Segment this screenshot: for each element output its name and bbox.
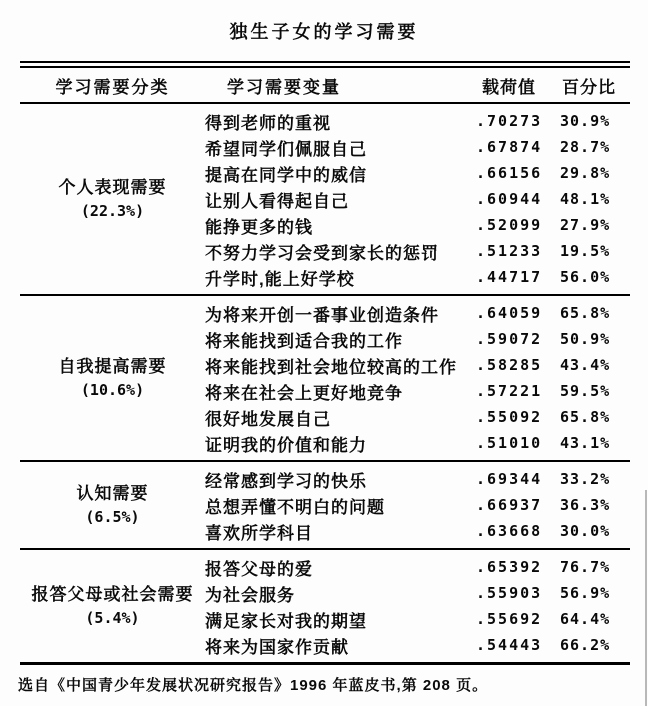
category-cell	[20, 466, 205, 544]
table-row	[205, 606, 630, 632]
variable-cell: 喜欢所学科目	[205, 523, 313, 543]
table-row	[205, 264, 630, 290]
variable-cell: 经常感到学习的快乐	[205, 471, 367, 491]
variable-cell: 总想弄懂不明白的问题	[205, 497, 385, 517]
category-percent: (10.6%)	[80, 380, 145, 399]
table-title: 独生子女的学习需要	[229, 22, 419, 42]
loading-cell: .51233	[476, 242, 543, 260]
category-cell	[20, 554, 205, 658]
table-row	[205, 300, 630, 326]
category-cell	[20, 108, 205, 290]
percent-cell: 65.8%	[560, 408, 611, 426]
header-category: 学习需要分类	[55, 77, 170, 97]
variable-cell: 很好地发展自己	[205, 409, 331, 429]
percent-cell: 65.8%	[560, 304, 611, 322]
percent-cell: 50.9%	[560, 330, 611, 348]
variable-cell: 不努力学习会受到家长的惩罚	[205, 243, 439, 263]
percent-cell: 29.8%	[560, 164, 611, 182]
variable-cell: 让别人看得起自己	[205, 191, 349, 211]
category-label: 自我提高需要	[58, 356, 167, 376]
percent-cell: 33.2%	[560, 470, 611, 488]
loading-cell: .52099	[476, 216, 543, 234]
percent-cell: 19.5%	[560, 242, 611, 260]
loading-cell: .60944	[476, 190, 543, 208]
category-percent: (5.4%)	[85, 608, 140, 627]
variable-cell: 升学时,能上好学校	[205, 269, 355, 289]
loading-cell: .65392	[476, 558, 543, 576]
table-row	[205, 492, 630, 518]
variable-cell: 提高在同学中的威信	[205, 165, 367, 185]
table-row	[205, 238, 630, 264]
loading-cell: .59072	[476, 330, 543, 348]
percent-cell: 56.9%	[560, 584, 611, 602]
section-personal-performance	[20, 104, 630, 296]
percent-cell: 27.9%	[560, 216, 611, 234]
loading-cell: .55692	[476, 610, 543, 628]
percent-cell: 43.1%	[560, 434, 611, 452]
percent-cell: 56.0%	[560, 268, 611, 286]
scan-edge-artifact	[645, 490, 647, 706]
section-self-improvement	[20, 296, 630, 462]
loading-cell: .51010	[476, 434, 543, 452]
loading-cell: .44717	[476, 268, 543, 286]
source-note: 选自《中国青少年发展状况研究报告》1996 年蓝皮书,第 208 页。	[18, 677, 489, 694]
header-percentage: 百分比	[562, 77, 616, 97]
table-row	[205, 378, 630, 404]
table-row	[205, 134, 630, 160]
table-row	[205, 554, 630, 580]
variable-cell: 得到老师的重视	[205, 113, 331, 133]
variable-cell: 希望同学们佩服自己	[205, 139, 367, 159]
loading-cell: .67874	[476, 138, 543, 156]
loading-cell: .57221	[476, 382, 543, 400]
variable-cell: 能挣更多的钱	[205, 217, 313, 237]
variable-cell: 将来能找到适合我的工作	[205, 331, 403, 351]
table-row	[205, 466, 630, 492]
variable-cell: 报答父母的爱	[205, 559, 313, 579]
percent-cell: 59.5%	[560, 382, 611, 400]
learning-needs-table	[20, 61, 630, 665]
category-percent: (22.3%)	[80, 201, 145, 220]
loading-cell: .69344	[476, 470, 543, 488]
category-label: 认知需要	[76, 483, 149, 503]
variable-cell: 将来能找到社会地位较高的工作	[205, 357, 457, 377]
loading-cell: .55903	[476, 584, 543, 602]
loading-cell: .63668	[476, 522, 543, 540]
table-row	[205, 108, 630, 134]
percent-cell: 43.4%	[560, 356, 611, 374]
table-row	[205, 430, 630, 456]
table-row	[205, 518, 630, 544]
percent-cell: 30.0%	[560, 522, 611, 540]
category-percent: (6.5%)	[85, 507, 140, 526]
percent-cell: 28.7%	[560, 138, 611, 156]
loading-cell: .66937	[476, 496, 543, 514]
percent-cell: 76.7%	[560, 558, 611, 576]
loading-cell: .58285	[476, 356, 543, 374]
percent-cell: 66.2%	[560, 636, 611, 654]
table-row	[205, 326, 630, 352]
percent-cell: 64.4%	[560, 610, 611, 628]
table-row	[205, 352, 630, 378]
table-row	[205, 212, 630, 238]
section-repay-parents-society	[20, 550, 630, 665]
loading-cell: .64059	[476, 304, 543, 322]
table-row	[205, 580, 630, 606]
variable-cell: 将来为国家作贡献	[205, 637, 349, 657]
category-cell	[20, 300, 205, 456]
table-row	[205, 186, 630, 212]
header-loading: 载荷值	[482, 77, 536, 97]
table-row	[205, 160, 630, 186]
variable-cell: 满足家长对我的期望	[205, 611, 367, 631]
percent-cell: 48.1%	[560, 190, 611, 208]
table-row	[205, 632, 630, 658]
table-row	[205, 404, 630, 430]
variable-cell: 为社会服务	[205, 585, 295, 605]
variable-cell: 为将来开创一番事业创造条件	[205, 305, 439, 325]
variable-cell: 证明我的价值和能力	[205, 435, 367, 455]
percent-cell: 36.3%	[560, 496, 611, 514]
header-variable: 学习需要变量	[227, 77, 341, 97]
loading-cell: .66156	[476, 164, 543, 182]
category-label: 个人表现需要	[58, 177, 167, 197]
loading-cell: .54443	[476, 636, 543, 654]
percent-cell: 30.9%	[560, 112, 611, 130]
section-cognitive	[20, 462, 630, 550]
variable-cell: 将来在社会上更好地竞争	[205, 383, 403, 403]
table-header-row	[20, 68, 630, 102]
loading-cell: .70273	[476, 112, 543, 130]
table-top-rule	[20, 61, 630, 68]
loading-cell: .55092	[476, 408, 543, 426]
category-label: 报答父母或社会需要	[31, 584, 194, 604]
